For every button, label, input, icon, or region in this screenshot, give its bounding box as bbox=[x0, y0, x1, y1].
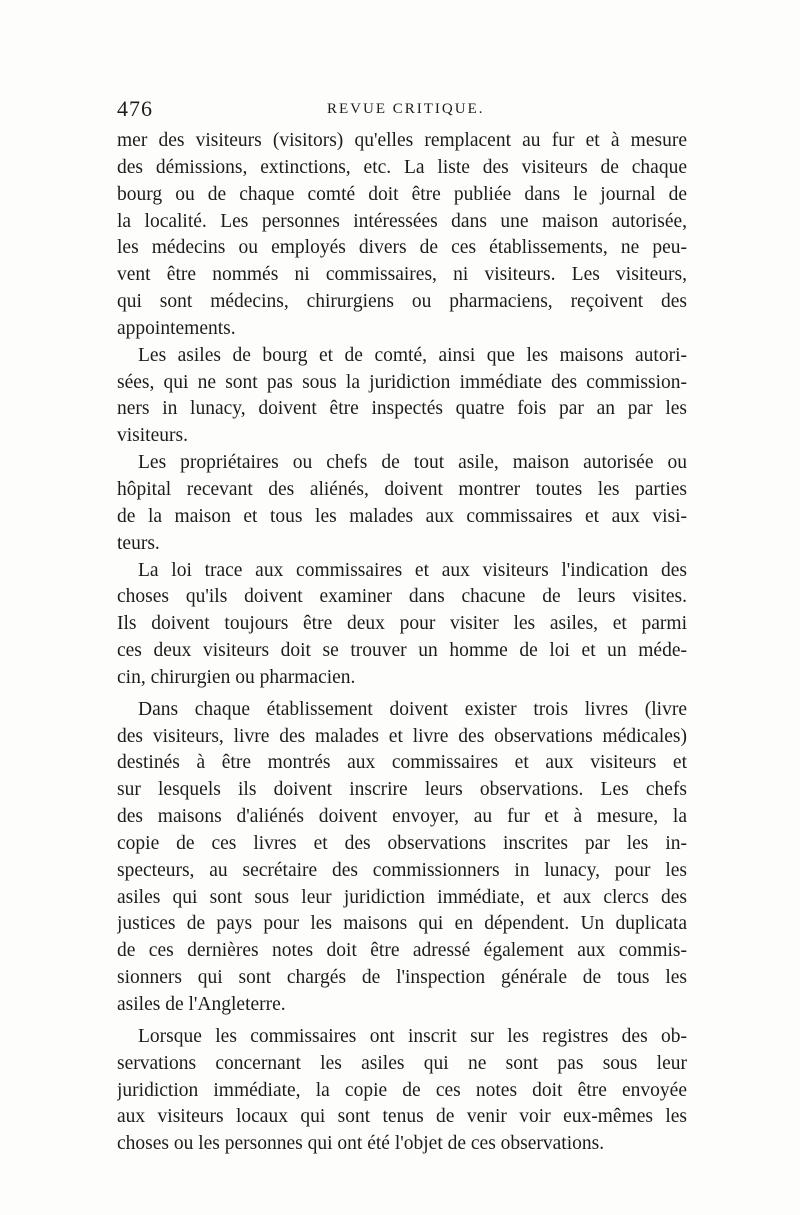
text-line: bourg ou de chaque comté doit être publiée dans le journal de bbox=[117, 183, 687, 205]
text-line: choses ou les personnes qui ont été l'objet de ces observations. bbox=[117, 1133, 605, 1155]
text-line: Les propriétaires ou chefs de tout asile, maison autorisée ou bbox=[138, 452, 687, 474]
text-line: choses qu'ils doivent examiner dans chacune de leurs visites. bbox=[117, 586, 687, 608]
text-line: La loi trace aux commissaires et aux visiteurs l'indication des bbox=[138, 559, 687, 581]
text-line: vent être nommés ni commissaires, ni visiteurs. Les visiteurs, bbox=[117, 264, 687, 286]
text-line: hôpital recevant des aliénés, doivent montrer toutes les parties bbox=[117, 478, 687, 500]
text-line: sées, qui ne sont pas sous la juridiction immédiate des commission- bbox=[117, 371, 687, 393]
text-line: mer des visiteurs (visitors) qu'elles remplacent au fur et à mesure bbox=[117, 130, 687, 151]
paragraph bbox=[117, 450, 687, 557]
paragraph bbox=[117, 128, 687, 343]
paragraph bbox=[117, 558, 687, 692]
body-text bbox=[117, 128, 687, 1158]
text-line: des visiteurs, livre des malades et livre des observations médicales) bbox=[117, 725, 687, 747]
paragraph bbox=[117, 1024, 687, 1158]
text-line: ces deux visiteurs doit se trouver un homme de loi et un méde- bbox=[117, 640, 687, 662]
text-line: servations concernant les asiles qui ne sont pas sous leur bbox=[117, 1052, 687, 1074]
running-title: REVUE CRITIQUE. bbox=[327, 101, 485, 117]
text-line: asiles qui sont sous leur juridiction immédiate, et aux clercs des bbox=[117, 886, 687, 908]
text-line: asiles de l'Angleterre. bbox=[117, 994, 286, 1015]
text-line: teurs. bbox=[117, 532, 160, 554]
text-line: justices de pays pour les maisons qui en dépendent. Un duplicata bbox=[117, 913, 687, 935]
text-line: des maisons d'aliénés doivent envoyer, au fur et à mesure, la bbox=[117, 806, 687, 828]
text-line: de ces dernières notes doit être adressé également aux commis- bbox=[117, 940, 687, 962]
text-line: les médecins ou employés divers de ces établissements, ne peu- bbox=[117, 237, 687, 259]
paragraph bbox=[117, 343, 687, 450]
paragraph bbox=[117, 697, 687, 1019]
text-line: de la maison et tous les malades aux commissaires et aux visi- bbox=[117, 505, 687, 527]
text-line: visiteurs. bbox=[117, 425, 188, 447]
page-number: 476 bbox=[117, 96, 153, 121]
text-line: specteurs, au secrétaire des commissionners in lunacy, pour les bbox=[117, 859, 687, 881]
text-line: ners in lunacy, doivent être inspectés quatre fois par an par les bbox=[117, 398, 687, 420]
text-line: la localité. Les personnes intéressées dans une maison autorisée, bbox=[117, 210, 687, 232]
text-line: Ils doivent toujours être deux pour visiter les asiles, et parmi bbox=[117, 613, 687, 635]
text-line: juridiction immédiate, la copie de ces notes doit être envoyée bbox=[117, 1079, 687, 1101]
text-line: sionners qui sont chargés de l'inspection générale de tous les bbox=[117, 967, 687, 989]
text-line: Les asiles de bourg et de comté, ainsi que les maisons autori- bbox=[138, 344, 687, 366]
text-line: aux visiteurs locaux qui sont tenus de venir voir eux-mêmes les bbox=[117, 1106, 687, 1128]
text-line: Dans chaque établissement doivent exister trois livres (livre bbox=[138, 698, 687, 720]
text-line: copie de ces livres et des observations inscrites par les in- bbox=[117, 832, 687, 854]
text-line: des démissions, extinctions, etc. La liste des visiteurs de chaque bbox=[117, 156, 687, 178]
text-line: destinés à être montrés aux commissaires et aux visiteurs et bbox=[117, 752, 687, 774]
text-line: Lorsque les commissaires ont inscrit sur les registres des ob- bbox=[138, 1025, 687, 1047]
text-line: appointements. bbox=[117, 317, 236, 339]
text-line: cin, chirurgien ou pharmacien. bbox=[117, 666, 356, 688]
page-header bbox=[117, 96, 685, 126]
text-line: sur lesquels ils doivent inscrire leurs observations. Les chefs bbox=[117, 779, 687, 801]
text-line: qui sont médecins, chirurgiens ou pharmaciens, reçoivent des bbox=[117, 291, 687, 313]
